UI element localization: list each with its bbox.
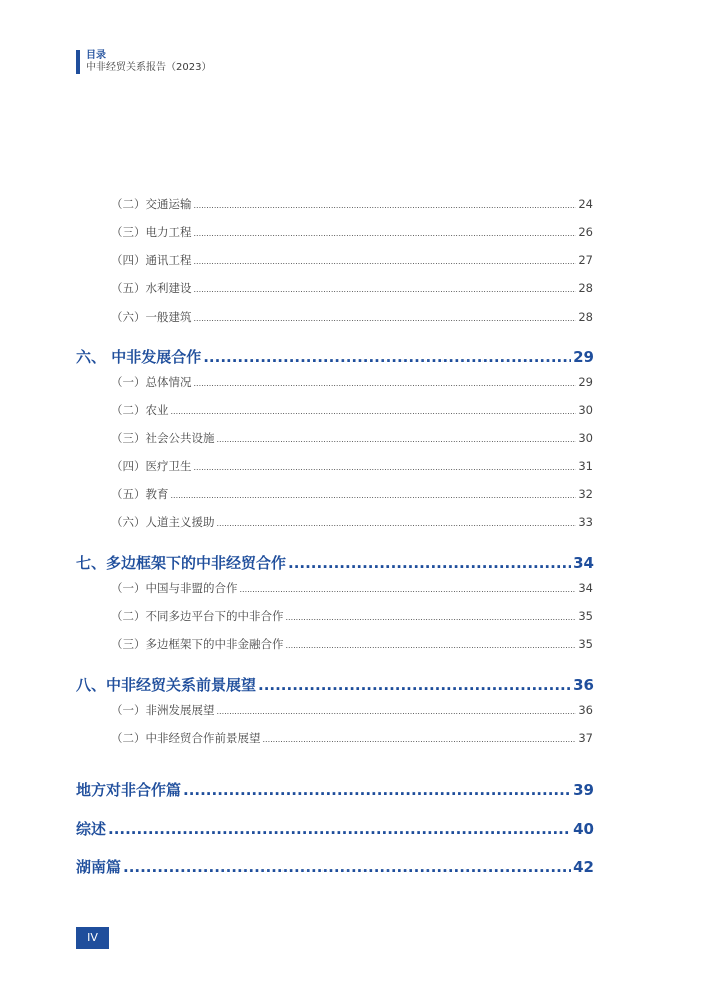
toc-entry-page: 36 xyxy=(578,703,593,717)
toc-entry[interactable] xyxy=(111,486,593,502)
toc-leader-dots xyxy=(240,585,577,594)
toc-entry-label: （四）医疗卫生 xyxy=(111,459,192,473)
toc-leader-dots xyxy=(217,707,577,716)
toc-entry-page: 28 xyxy=(578,281,593,295)
toc-entry-label: （一）中国与非盟的合作 xyxy=(111,581,238,595)
toc-entry-label: （五）教育 xyxy=(111,487,169,501)
toc-leader-dots xyxy=(123,858,571,876)
toc-leader-dots xyxy=(183,781,571,799)
toc-section-label: 六、 中非发展合作 xyxy=(76,348,202,366)
toc-leader-dots xyxy=(194,257,577,266)
header-report-title: 中非经贸关系报告（2023） xyxy=(86,62,212,73)
toc-section-page: 39 xyxy=(573,781,594,799)
toc-entry[interactable] xyxy=(111,374,593,390)
toc-entry-page: 30 xyxy=(578,431,593,445)
toc-entry[interactable] xyxy=(111,252,593,268)
toc-entry[interactable] xyxy=(111,280,593,296)
toc-section-page: 42 xyxy=(573,858,594,876)
toc-entry-page: 37 xyxy=(578,731,593,745)
toc-entry-page: 30 xyxy=(578,403,593,417)
toc-entry-label: （五）水利建设 xyxy=(111,281,192,295)
toc-section-label: 八、中非经贸关系前景展望 xyxy=(76,676,257,694)
toc-leader-dots xyxy=(194,314,577,323)
toc-leader-dots xyxy=(194,285,577,294)
toc-section-page: 40 xyxy=(573,820,594,838)
toc-entry-page: 27 xyxy=(578,253,593,267)
header-section-label: 目录 xyxy=(86,50,106,61)
toc-leader-dots xyxy=(263,735,577,744)
toc-entry-label: （四）通讯工程 xyxy=(111,253,192,267)
toc-entry[interactable] xyxy=(111,402,593,418)
toc-entry-page: 35 xyxy=(578,609,593,623)
toc-entry[interactable] xyxy=(111,196,593,212)
toc-entry-label: （二）农业 xyxy=(111,403,169,417)
toc-entry[interactable] xyxy=(111,309,593,325)
toc-entry-label: （一）总体情况 xyxy=(111,375,192,389)
toc-entry-page: 28 xyxy=(578,310,593,324)
toc-entry-page: 29 xyxy=(578,375,593,389)
toc-entry-label: （三）电力工程 xyxy=(111,225,192,239)
toc-entry-page: 31 xyxy=(578,459,593,473)
toc-leader-dots xyxy=(286,641,577,650)
toc-leader-dots xyxy=(194,379,577,388)
toc-entry[interactable] xyxy=(111,430,593,446)
toc-leader-dots xyxy=(194,229,577,238)
toc-section-label: 七、多边框架下的中非经贸合作 xyxy=(76,554,287,572)
toc-leader-dots xyxy=(288,554,571,572)
toc-section-page: 36 xyxy=(573,676,594,694)
toc-entry[interactable] xyxy=(111,608,593,624)
toc-section-page: 29 xyxy=(573,348,594,366)
toc-section[interactable] xyxy=(76,674,594,695)
toc-entry[interactable] xyxy=(111,514,593,530)
page-number-badge: IV xyxy=(76,927,109,949)
toc-entry-label: （三）社会公共设施 xyxy=(111,431,215,445)
toc-section-label: 综述 xyxy=(76,820,107,838)
toc-section[interactable] xyxy=(76,856,594,877)
toc-entry[interactable] xyxy=(111,580,593,596)
toc-entry-page: 35 xyxy=(578,637,593,651)
toc-entry-label: （三）多边框架下的中非金融合作 xyxy=(111,637,284,651)
toc-entry-label: （六）一般建筑 xyxy=(111,310,192,324)
toc-leader-dots xyxy=(258,676,571,694)
toc-section[interactable] xyxy=(76,552,594,573)
toc-entry-label: （六）人道主义援助 xyxy=(111,515,215,529)
toc-leader-dots xyxy=(217,519,577,528)
toc-leader-dots xyxy=(108,820,571,838)
toc-entry-label: （一）非洲发展展望 xyxy=(111,703,215,717)
running-header xyxy=(76,50,211,74)
toc-leader-dots xyxy=(217,435,577,444)
toc-entry-page: 24 xyxy=(578,197,593,211)
toc-entry[interactable] xyxy=(111,224,593,240)
toc-leader-dots xyxy=(286,613,577,622)
toc-entry-page: 26 xyxy=(578,225,593,239)
toc-leader-dots xyxy=(194,201,577,210)
toc-section[interactable] xyxy=(76,346,594,367)
toc-section-label: 地方对非合作篇 xyxy=(76,781,182,799)
toc-leader-dots xyxy=(171,491,577,500)
toc-entry[interactable] xyxy=(111,702,593,718)
toc-section-label: 湖南篇 xyxy=(76,858,122,876)
toc-entry-page: 34 xyxy=(578,581,593,595)
toc-section[interactable] xyxy=(76,779,594,800)
toc-entry-page: 33 xyxy=(578,515,593,529)
toc-entry-label: （二）不同多边平台下的中非合作 xyxy=(111,609,284,623)
toc-entry-label: （二）交通运输 xyxy=(111,197,192,211)
toc-entry[interactable] xyxy=(111,458,593,474)
toc-entry-page: 32 xyxy=(578,487,593,501)
toc-section[interactable] xyxy=(76,818,594,839)
toc-entry-label: （二）中非经贸合作前景展望 xyxy=(111,731,261,745)
toc-leader-dots xyxy=(203,348,571,366)
toc-entry[interactable] xyxy=(111,730,593,746)
toc-leader-dots xyxy=(171,407,577,416)
toc-leader-dots xyxy=(194,463,577,472)
toc-entry[interactable] xyxy=(111,636,593,652)
toc-section-page: 34 xyxy=(573,554,594,572)
